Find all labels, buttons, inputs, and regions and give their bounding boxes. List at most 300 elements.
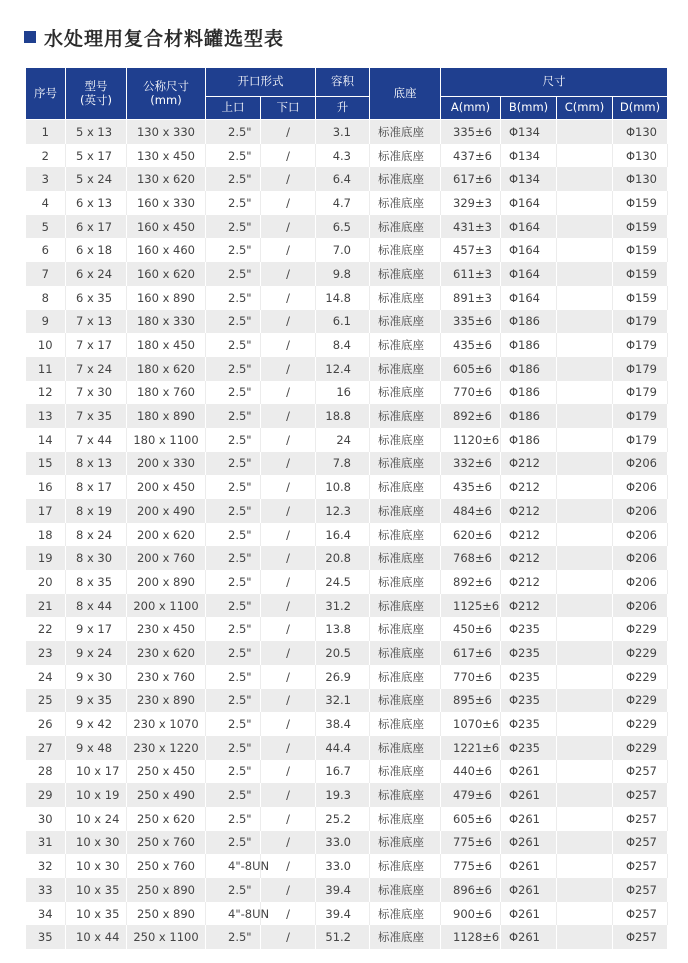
cell-base: 标准底座 [370,878,441,902]
cell-c [557,760,613,784]
table-row [26,144,668,168]
cell-seq: 7 [26,262,66,286]
cell-d: Φ257 [613,831,668,855]
cell-d: Φ257 [613,925,668,949]
cell-lower: / [261,546,316,570]
cell-base: 标准底座 [370,310,441,334]
cell-d: Φ229 [613,665,668,689]
cell-seq: 33 [26,878,66,902]
cell-d: Φ206 [613,499,668,523]
cell-d: Φ206 [613,475,668,499]
table-row [26,546,668,570]
cell-model: 8 x 24 [66,523,127,547]
cell-model: 6 x 13 [66,191,127,215]
cell-volume: 24.5 [316,570,370,594]
cell-nominal: 200 x 760 [127,546,206,570]
cell-a: 1120±6 [441,428,501,452]
cell-seq: 27 [26,736,66,760]
cell-nominal: 250 x 890 [127,878,206,902]
cell-c [557,286,613,310]
cell-model: 8 x 13 [66,452,127,476]
cell-d: Φ159 [613,262,668,286]
cell-volume: 44.4 [316,736,370,760]
cell-volume: 7.8 [316,452,370,476]
table-row [26,831,668,855]
cell-upper: 2.5" [206,144,261,168]
cell-lower: / [261,570,316,594]
cell-c [557,570,613,594]
cell-c [557,238,613,262]
cell-seq: 28 [26,760,66,784]
cell-nominal: 180 x 890 [127,404,206,428]
cell-lower: / [261,499,316,523]
cell-nominal: 250 x 490 [127,783,206,807]
table-row [26,570,668,594]
cell-base: 标准底座 [370,712,441,736]
cell-base: 标准底座 [370,381,441,405]
table-row [26,689,668,713]
cell-seq: 23 [26,641,66,665]
cell-c [557,689,613,713]
cell-nominal: 230 x 1220 [127,736,206,760]
cell-lower: / [261,381,316,405]
header-dimension: 尺寸 [441,68,668,97]
cell-a: 617±6 [441,167,501,191]
cell-b: Φ212 [501,594,557,618]
cell-upper: 2.5" [206,546,261,570]
cell-b: Φ134 [501,144,557,168]
cell-seq: 24 [26,665,66,689]
cell-base: 标准底座 [370,523,441,547]
cell-d: Φ257 [613,760,668,784]
cell-b: Φ134 [501,120,557,144]
table-row [26,854,668,878]
cell-c [557,452,613,476]
cell-base: 标准底座 [370,736,441,760]
cell-seq: 29 [26,783,66,807]
cell-c [557,665,613,689]
cell-base: 标准底座 [370,854,441,878]
cell-volume: 12.4 [316,357,370,381]
cell-lower: / [261,617,316,641]
cell-upper: 2.5" [206,783,261,807]
cell-a: 440±6 [441,760,501,784]
cell-c [557,381,613,405]
table-row [26,783,668,807]
cell-b: Φ164 [501,262,557,286]
table-row [26,594,668,618]
cell-d: Φ257 [613,878,668,902]
cell-model: 9 x 48 [66,736,127,760]
table-row [26,878,668,902]
cell-nominal: 200 x 1100 [127,594,206,618]
cell-volume: 16.7 [316,760,370,784]
cell-seq: 1 [26,120,66,144]
cell-lower: / [261,452,316,476]
cell-volume: 4.7 [316,191,370,215]
cell-seq: 5 [26,215,66,239]
cell-upper: 2.5" [206,689,261,713]
cell-model: 6 x 35 [66,286,127,310]
cell-nominal: 180 x 1100 [127,428,206,452]
cell-d: Φ257 [613,783,668,807]
cell-a: 896±6 [441,878,501,902]
cell-model: 10 x 19 [66,783,127,807]
cell-lower: / [261,878,316,902]
table-row [26,404,668,428]
cell-nominal: 200 x 490 [127,499,206,523]
cell-volume: 26.9 [316,665,370,689]
cell-a: 1128±6 [441,925,501,949]
cell-lower: / [261,333,316,357]
table-row [26,902,668,926]
cell-upper: 2.5" [206,404,261,428]
table-row [26,712,668,736]
cell-seq: 16 [26,475,66,499]
header-seq: 序号 [26,68,66,120]
cell-upper: 2.5" [206,712,261,736]
cell-c [557,617,613,641]
cell-seq: 22 [26,617,66,641]
cell-seq: 3 [26,167,66,191]
cell-upper: 2.5" [206,262,261,286]
cell-model: 7 x 17 [66,333,127,357]
table-row [26,238,668,262]
cell-seq: 14 [26,428,66,452]
cell-b: Φ235 [501,712,557,736]
cell-lower: / [261,404,316,428]
header-nominal-label: 公称尺寸 (mm) [143,79,189,107]
cell-model: 8 x 17 [66,475,127,499]
cell-nominal: 250 x 890 [127,902,206,926]
cell-model: 7 x 35 [66,404,127,428]
cell-base: 标准底座 [370,428,441,452]
cell-base: 标准底座 [370,641,441,665]
cell-a: 617±6 [441,641,501,665]
cell-c [557,262,613,286]
cell-nominal: 230 x 890 [127,689,206,713]
cell-lower: / [261,238,316,262]
cell-upper: 2.5" [206,310,261,334]
cell-a: 479±6 [441,783,501,807]
cell-volume: 19.3 [316,783,370,807]
cell-model: 10 x 24 [66,807,127,831]
header-d: D(mm) [613,97,668,120]
cell-c [557,854,613,878]
cell-c [557,925,613,949]
cell-d: Φ159 [613,286,668,310]
cell-d: Φ229 [613,617,668,641]
cell-a: 335±6 [441,120,501,144]
cell-b: Φ235 [501,617,557,641]
cell-seq: 11 [26,357,66,381]
cell-volume: 32.1 [316,689,370,713]
cell-b: Φ186 [501,333,557,357]
cell-b: Φ261 [501,807,557,831]
cell-base: 标准底座 [370,570,441,594]
cell-volume: 10.8 [316,475,370,499]
cell-lower: / [261,783,316,807]
cell-nominal: 250 x 760 [127,854,206,878]
table-row [26,499,668,523]
cell-upper: 2.5" [206,617,261,641]
cell-lower: / [261,357,316,381]
cell-upper: 2.5" [206,665,261,689]
cell-volume: 8.4 [316,333,370,357]
header-nominal [127,68,206,120]
cell-b: Φ186 [501,310,557,334]
cell-base: 标准底座 [370,499,441,523]
cell-nominal: 230 x 620 [127,641,206,665]
header-base: 底座 [370,68,441,120]
cell-lower: / [261,594,316,618]
cell-c [557,807,613,831]
cell-volume: 31.2 [316,594,370,618]
table-row [26,807,668,831]
cell-nominal: 180 x 330 [127,310,206,334]
cell-lower: / [261,120,316,144]
cell-volume: 12.3 [316,499,370,523]
cell-nominal: 130 x 330 [127,120,206,144]
cell-nominal: 160 x 450 [127,215,206,239]
cell-nominal: 160 x 890 [127,286,206,310]
cell-b: Φ186 [501,428,557,452]
cell-lower: / [261,925,316,949]
cell-seq: 21 [26,594,66,618]
cell-upper: 2.5" [206,238,261,262]
title-square-icon [24,31,36,43]
cell-seq: 19 [26,546,66,570]
cell-lower: / [261,760,316,784]
cell-base: 标准底座 [370,144,441,168]
cell-c [557,120,613,144]
cell-model: 10 x 35 [66,878,127,902]
cell-b: Φ212 [501,546,557,570]
cell-d: Φ206 [613,594,668,618]
cell-model: 5 x 13 [66,120,127,144]
cell-volume: 3.1 [316,120,370,144]
cell-volume: 39.4 [316,878,370,902]
cell-lower: / [261,310,316,334]
table-row [26,191,668,215]
cell-a: 892±6 [441,570,501,594]
table-row [26,357,668,381]
cell-upper: 2.5" [206,191,261,215]
table-header [26,68,668,120]
cell-c [557,475,613,499]
cell-a: 450±6 [441,617,501,641]
cell-b: Φ164 [501,191,557,215]
table-row [26,925,668,949]
cell-c [557,546,613,570]
cell-c [557,404,613,428]
cell-base: 标准底座 [370,262,441,286]
header-opening: 开口形式 [206,68,316,97]
table-row [26,475,668,499]
cell-nominal: 180 x 450 [127,333,206,357]
cell-lower: / [261,523,316,547]
table-row [26,167,668,191]
cell-model: 10 x 44 [66,925,127,949]
cell-model: 10 x 30 [66,831,127,855]
cell-base: 标准底座 [370,689,441,713]
cell-base: 标准底座 [370,215,441,239]
cell-upper: 4"-8UN [206,854,261,878]
cell-b: Φ212 [501,475,557,499]
table-row [26,215,668,239]
cell-lower: / [261,712,316,736]
cell-model: 8 x 30 [66,546,127,570]
cell-a: 329±3 [441,191,501,215]
cell-base: 标准底座 [370,238,441,262]
cell-seq: 8 [26,286,66,310]
cell-upper: 2.5" [206,333,261,357]
cell-base: 标准底座 [370,902,441,926]
header-upper: 上口 [206,97,261,120]
cell-volume: 20.8 [316,546,370,570]
cell-seq: 25 [26,689,66,713]
cell-b: Φ261 [501,902,557,926]
cell-b: Φ212 [501,499,557,523]
cell-d: Φ257 [613,807,668,831]
cell-volume: 18.8 [316,404,370,428]
cell-lower: / [261,286,316,310]
cell-d: Φ130 [613,167,668,191]
cell-nominal: 180 x 620 [127,357,206,381]
cell-volume: 38.4 [316,712,370,736]
cell-b: Φ261 [501,854,557,878]
cell-seq: 32 [26,854,66,878]
cell-upper: 2.5" [206,760,261,784]
cell-base: 标准底座 [370,286,441,310]
cell-volume: 9.8 [316,262,370,286]
cell-upper: 2.5" [206,428,261,452]
cell-d: Φ206 [613,452,668,476]
cell-model: 7 x 44 [66,428,127,452]
cell-base: 标准底座 [370,831,441,855]
cell-b: Φ134 [501,167,557,191]
header-model [66,68,127,120]
header-lower: 下口 [261,97,316,120]
table-row [26,760,668,784]
cell-upper: 2.5" [206,215,261,239]
cell-c [557,144,613,168]
cell-a: 1125±6 [441,594,501,618]
cell-base: 标准底座 [370,120,441,144]
table-row [26,286,668,310]
cell-c [557,783,613,807]
cell-volume: 25.2 [316,807,370,831]
cell-a: 1221±6 [441,736,501,760]
cell-volume: 24 [316,428,370,452]
cell-upper: 2.5" [206,120,261,144]
cell-model: 7 x 13 [66,310,127,334]
cell-d: Φ179 [613,428,668,452]
cell-nominal: 160 x 620 [127,262,206,286]
cell-d: Φ159 [613,238,668,262]
cell-d: Φ229 [613,689,668,713]
cell-a: 770±6 [441,665,501,689]
cell-model: 10 x 17 [66,760,127,784]
cell-seq: 12 [26,381,66,405]
cell-b: Φ235 [501,665,557,689]
cell-volume: 33.0 [316,854,370,878]
table-body [26,120,668,950]
cell-base: 标准底座 [370,333,441,357]
cell-seq: 31 [26,831,66,855]
cell-lower: / [261,215,316,239]
cell-a: 484±6 [441,499,501,523]
cell-volume: 6.4 [316,167,370,191]
cell-d: Φ229 [613,712,668,736]
cell-d: Φ179 [613,404,668,428]
cell-nominal: 200 x 890 [127,570,206,594]
cell-b: Φ186 [501,381,557,405]
table-row [26,310,668,334]
cell-lower: / [261,167,316,191]
cell-seq: 6 [26,238,66,262]
cell-base: 标准底座 [370,357,441,381]
header-unit: 升 [316,97,370,120]
cell-d: Φ257 [613,902,668,926]
cell-c [557,167,613,191]
cell-model: 5 x 24 [66,167,127,191]
cell-model: 8 x 44 [66,594,127,618]
cell-nominal: 160 x 460 [127,238,206,262]
cell-model: 8 x 35 [66,570,127,594]
cell-lower: / [261,144,316,168]
table-row [26,120,668,144]
cell-upper: 2.5" [206,381,261,405]
cell-upper: 2.5" [206,594,261,618]
page-title: 水处理用复合材料罐选型表 [44,27,285,50]
cell-d: Φ159 [613,215,668,239]
cell-b: Φ235 [501,736,557,760]
cell-nominal: 230 x 760 [127,665,206,689]
cell-nominal: 130 x 620 [127,167,206,191]
cell-lower: / [261,428,316,452]
header-volume: 容积 [316,68,370,97]
cell-upper: 2.5" [206,452,261,476]
cell-lower: / [261,831,316,855]
cell-nominal: 230 x 1070 [127,712,206,736]
cell-c [557,428,613,452]
cell-base: 标准底座 [370,167,441,191]
cell-model: 8 x 19 [66,499,127,523]
cell-a: 891±3 [441,286,501,310]
cell-b: Φ164 [501,238,557,262]
cell-c [557,357,613,381]
cell-nominal: 200 x 450 [127,475,206,499]
cell-base: 标准底座 [370,760,441,784]
table-row [26,262,668,286]
cell-seq: 26 [26,712,66,736]
cell-c [557,310,613,334]
page-header [24,22,284,52]
cell-a: 431±3 [441,215,501,239]
cell-c [557,523,613,547]
cell-nominal: 250 x 620 [127,807,206,831]
cell-base: 标准底座 [370,783,441,807]
cell-upper: 2.5" [206,641,261,665]
cell-upper: 2.5" [206,878,261,902]
cell-nominal: 250 x 1100 [127,925,206,949]
cell-lower: / [261,902,316,926]
cell-nominal: 160 x 330 [127,191,206,215]
cell-d: Φ206 [613,546,668,570]
cell-a: 1070±6 [441,712,501,736]
cell-volume: 51.2 [316,925,370,949]
